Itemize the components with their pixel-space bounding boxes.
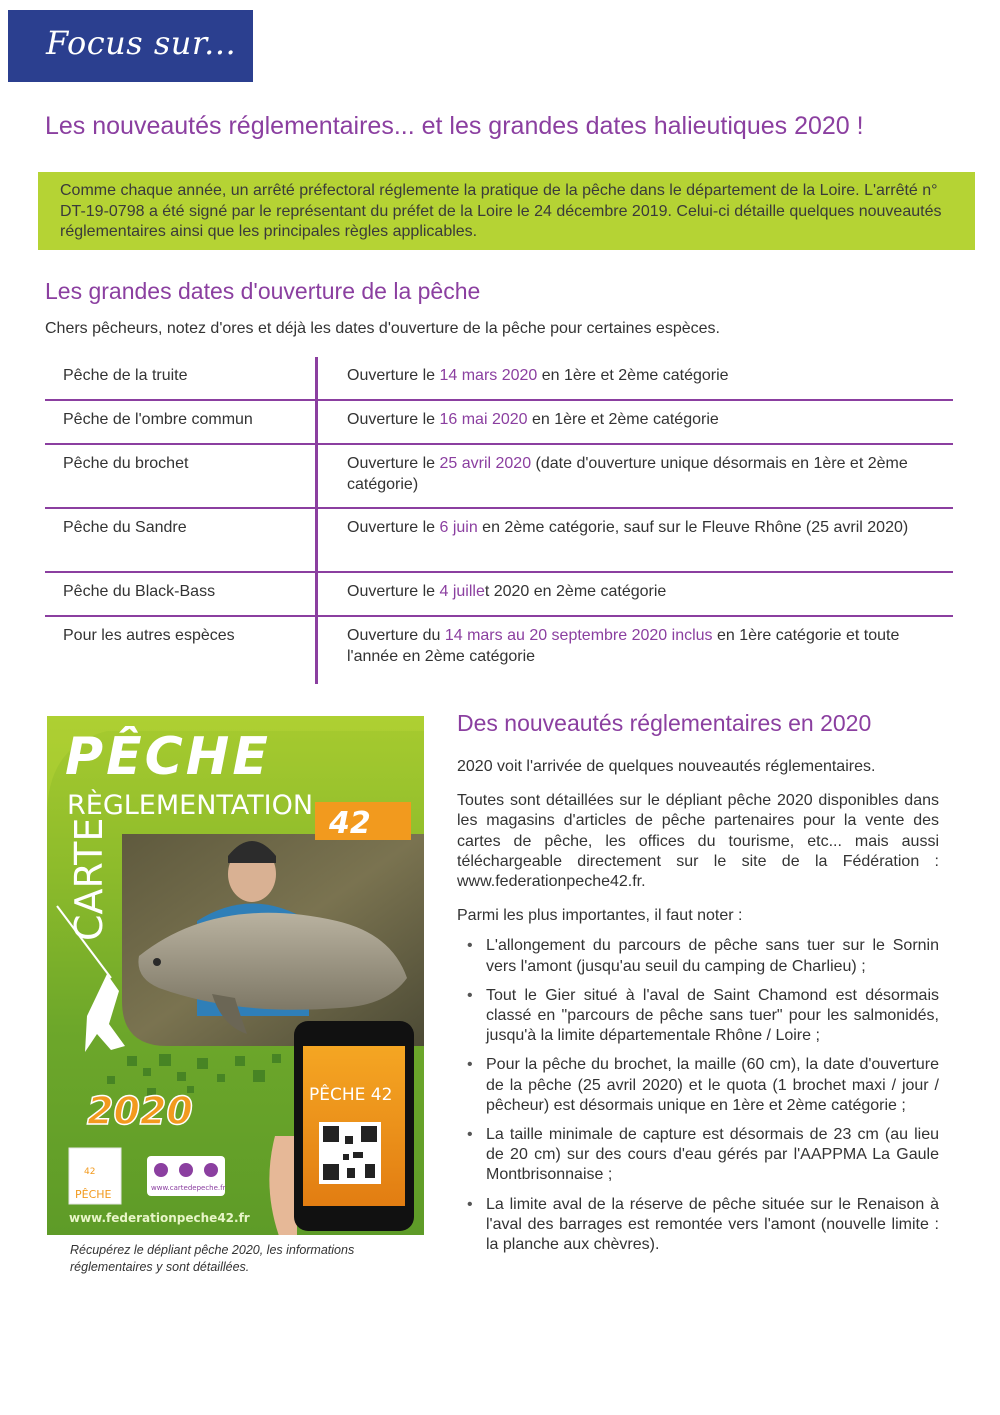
angler-silhouette <box>85 974 125 1052</box>
table-row <box>45 357 953 401</box>
cover-title: PÊCHE <box>65 727 271 787</box>
species-cell: Pêche du Black-Bass <box>63 583 216 600</box>
dates-lead: Chers pêcheurs, notez d'ores et déjà les dates d'ouverture de la pêche pour certaines espèces. <box>45 320 720 337</box>
focus-banner <box>8 10 253 82</box>
date-highlight: 14 mars 2020 <box>439 367 538 384</box>
opening-cell: Ouverture le 16 mai 2020 en 1ère et 2ème catégorie <box>347 411 719 428</box>
cover-number: 42 <box>329 806 371 841</box>
intro-text: Comme chaque année, un arrêté préfectoral réglemente la pratique de la pêche dans le département de la Loire. L'arrêté n° DT-19-0798 a été signé par le représentant du préfet de la Loire le 24 décembre 2019. Celui-ci détaille quelques nouveautés réglementaires ainsi que les principales règles applicables. <box>60 182 942 240</box>
page-title: Les nouveautés réglementaires... et les grandes dates halieutiques 2020 ! <box>45 112 864 140</box>
phone-label: PÊCHE 42 <box>309 1085 393 1105</box>
list-item: • La limite aval de la réserve de pêche située sur le Renaison à l'aval des barrages est remontée vers l'amont (nouvelle limite : la planche aux chèvres). <box>457 1195 939 1256</box>
cover-url: www.federationpeche42.fr <box>69 1211 250 1225</box>
news-paragraph: Toutes sont détaillées sur le dépliant pêche 2020 disponibles dans les magasins d'articles de pêche partenaires pour la vente des cartes de pêche, les offices du tourisme, etc... mais aussi téléchargeable directement sur le site de la Fédération : www.federationpeche42.fr. <box>457 792 939 891</box>
news-column <box>457 710 939 1255</box>
news-paragraph: 2020 voit l'arrivée de quelques nouveautés réglementaires. <box>457 758 876 775</box>
news-bullet-list <box>457 936 939 1255</box>
table-row <box>45 573 953 617</box>
hand <box>269 1136 297 1235</box>
date-highlight: 4 juille <box>439 583 485 600</box>
opening-cell: Ouverture du 14 mars au 20 septembre 2020 inclus en 1ère catégorie et toute l'année en 2ème catégorie <box>347 627 900 665</box>
dates-table <box>45 357 953 679</box>
opening-cell: Ouverture le 4 juillet 2020 en 2ème catégorie <box>347 583 667 600</box>
species-cell: Pêche de la truite <box>63 367 188 384</box>
intro-box <box>38 172 975 250</box>
table-row <box>45 401 953 445</box>
list-item: • L'allongement du parcours de pêche sans tuer sur le Sornin vers l'amont (jusqu'au seuil du camping de Charlieu) ; <box>457 936 939 976</box>
opening-cell: Ouverture le 6 juin en 2ème catégorie, sauf sur le Fleuve Rhône (25 avril 2020) <box>347 519 909 536</box>
brochure-cover-image <box>47 716 424 1235</box>
federation-logo-number: 42 <box>84 1167 96 1177</box>
cover-year: 2020 <box>87 1089 193 1133</box>
species-cell: Pêche du Sandre <box>63 519 187 536</box>
date-highlight: 16 mai 2020 <box>439 411 528 428</box>
date-highlight: 14 mars au 20 septembre 2020 inclus <box>444 627 713 644</box>
table-row <box>45 445 953 509</box>
table-divider <box>315 357 318 684</box>
federation-logo-label: PÊCHE <box>75 1188 112 1201</box>
opening-cell: Ouverture le 14 mars 2020 en 1ère et 2ème catégorie <box>347 367 729 384</box>
cartedepeche-site: www.cartedepeche.fr <box>151 1184 226 1192</box>
focus-tag: Focus sur... <box>46 24 237 62</box>
species-cell: Pour les autres espèces <box>63 627 235 644</box>
list-item: • La taille minimale de capture est désormais de 23 cm (au lieu de 20 cm) sur des cours d'eau gérés par l'AAPPMA La Gaule Montbrisonnaise ; <box>457 1125 939 1186</box>
cover-artwork <box>47 716 424 1235</box>
cover-subtitle: RÈGLEMENTATION <box>67 790 314 821</box>
list-item: • Pour la pêche du brochet, la maille (60 cm), la date d'ouverture de la pêche (25 avril 2020) et le quota (1 brochet maxi / jour / pêcheur) est désormais unique en 1ère et 2ème catégorie ; <box>457 1055 939 1116</box>
cover-caption: Récupérez le dépliant pêche 2020, les informations réglementaires y sont détaillées. <box>70 1243 355 1274</box>
news-paragraph: Parmi les plus importantes, il faut noter : <box>457 907 743 925</box>
dates-section-title: Les grandes dates d'ouverture de la pêche <box>45 278 481 304</box>
list-item: • Tout le Gier situé à l'aval de Saint Chamond est désormais classé en "parcours de pêche sans tuer" pour les salmonidés, jusqu'à la limite départementale Rhône / Loire ; <box>457 986 939 1047</box>
species-cell: Pêche du brochet <box>63 455 189 472</box>
species-cell: Pêche de l'ombre commun <box>63 411 253 428</box>
date-highlight: 6 juin <box>439 519 478 536</box>
opening-cell: Ouverture le 25 avril 2020 (date d'ouverture unique désormais en 1ère et 2ème catégorie) <box>347 455 908 493</box>
date-highlight: 25 avril 2020 <box>439 455 532 472</box>
news-section-title: Des nouveautés réglementaires en 2020 <box>457 710 872 736</box>
cover-carte: CARTE <box>67 817 111 941</box>
table-row <box>45 509 953 573</box>
table-row <box>45 617 953 679</box>
